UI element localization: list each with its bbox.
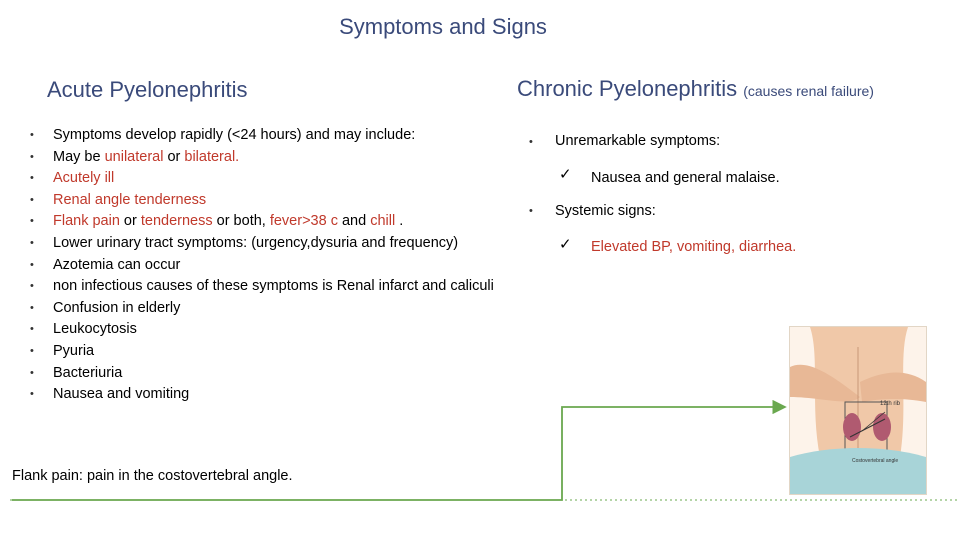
highlighted-text: Acutely ill xyxy=(53,170,115,187)
highlighted-text: Flank pain xyxy=(53,213,120,230)
chronic-bullet-unremarkable: Unremarkable symptoms: xyxy=(555,133,721,149)
checkmark-icon: ✓ xyxy=(559,236,572,253)
symptom-text: Confusion in elderly xyxy=(53,299,181,316)
acute-symptom-item xyxy=(25,168,494,190)
symptom-text: Azotemia can occur xyxy=(53,256,181,273)
acute-symptom-list xyxy=(25,125,494,406)
symptom-text: . xyxy=(395,213,404,230)
figure-label-angle: Costovertebral angle xyxy=(852,458,899,464)
highlighted-text: fever>38 c xyxy=(269,213,338,230)
flank-pain-caption: Flank pain: pain in the costovertebral angle. xyxy=(12,468,293,484)
symptom-text: Symptoms develop rapidly (<24 hours) and may include: xyxy=(53,127,416,143)
symptom-text: May be xyxy=(53,148,105,165)
figure-label-rib: 12th rib xyxy=(880,401,901,407)
bullet-icon: • xyxy=(529,205,533,217)
chronic-check-elevated-bp: Elevated BP, vomiting, diarrhea. xyxy=(591,239,797,255)
symptom-text: Bacteriuria xyxy=(53,364,123,381)
symptom-text: or both, xyxy=(212,213,270,230)
highlighted-text: Renal angle tenderness xyxy=(53,191,207,208)
acute-symptom-item xyxy=(25,384,494,406)
symptom-text: or xyxy=(163,148,185,165)
chronic-bullet-systemic: Systemic signs: xyxy=(555,203,656,219)
chronic-heading-text: Chronic Pyelonephritis xyxy=(517,76,738,101)
chronic-heading xyxy=(517,76,874,102)
acute-heading: Acute Pyelonephritis xyxy=(47,77,248,102)
symptom-text: Lower urinary tract symptoms: (urgency,dysuria and frequency) xyxy=(53,234,459,251)
acute-symptom-item xyxy=(25,319,494,341)
acute-symptom-item xyxy=(25,190,494,212)
acute-symptom-item xyxy=(25,147,494,169)
highlighted-text: chill xyxy=(370,213,396,230)
acute-symptom-item xyxy=(25,255,494,277)
back-anatomy-image xyxy=(790,327,926,494)
symptom-text: and xyxy=(337,213,371,230)
symptom-text: non infectious causes of these symptoms is Renal infarct and caliculi xyxy=(53,278,494,295)
acute-symptom-item xyxy=(25,125,494,147)
symptom-text: or xyxy=(119,213,141,230)
symptom-text: Leukocytosis xyxy=(53,321,137,338)
acute-symptom-item xyxy=(25,341,494,363)
chronic-check-nausea: Nausea and general malaise. xyxy=(591,170,780,186)
checkmark-icon: ✓ xyxy=(559,166,572,183)
symptom-text: Pyuria xyxy=(53,342,95,359)
chronic-heading-subtitle: (causes renal failure) xyxy=(743,83,874,99)
acute-symptom-item xyxy=(25,211,494,233)
highlighted-text: bilateral. xyxy=(184,148,240,165)
costovertebral-angle-illustration xyxy=(789,326,927,495)
acute-symptom-item xyxy=(25,233,494,255)
slide-title: Symptoms and Signs xyxy=(339,14,547,39)
acute-symptom-item xyxy=(25,363,494,385)
acute-symptom-item xyxy=(25,276,494,298)
bullet-icon: • xyxy=(529,136,533,148)
highlighted-text: unilateral xyxy=(104,148,164,165)
highlighted-text: tenderness xyxy=(140,213,213,230)
symptom-text: Nausea and vomiting xyxy=(53,386,190,403)
acute-symptom-item xyxy=(25,298,494,320)
